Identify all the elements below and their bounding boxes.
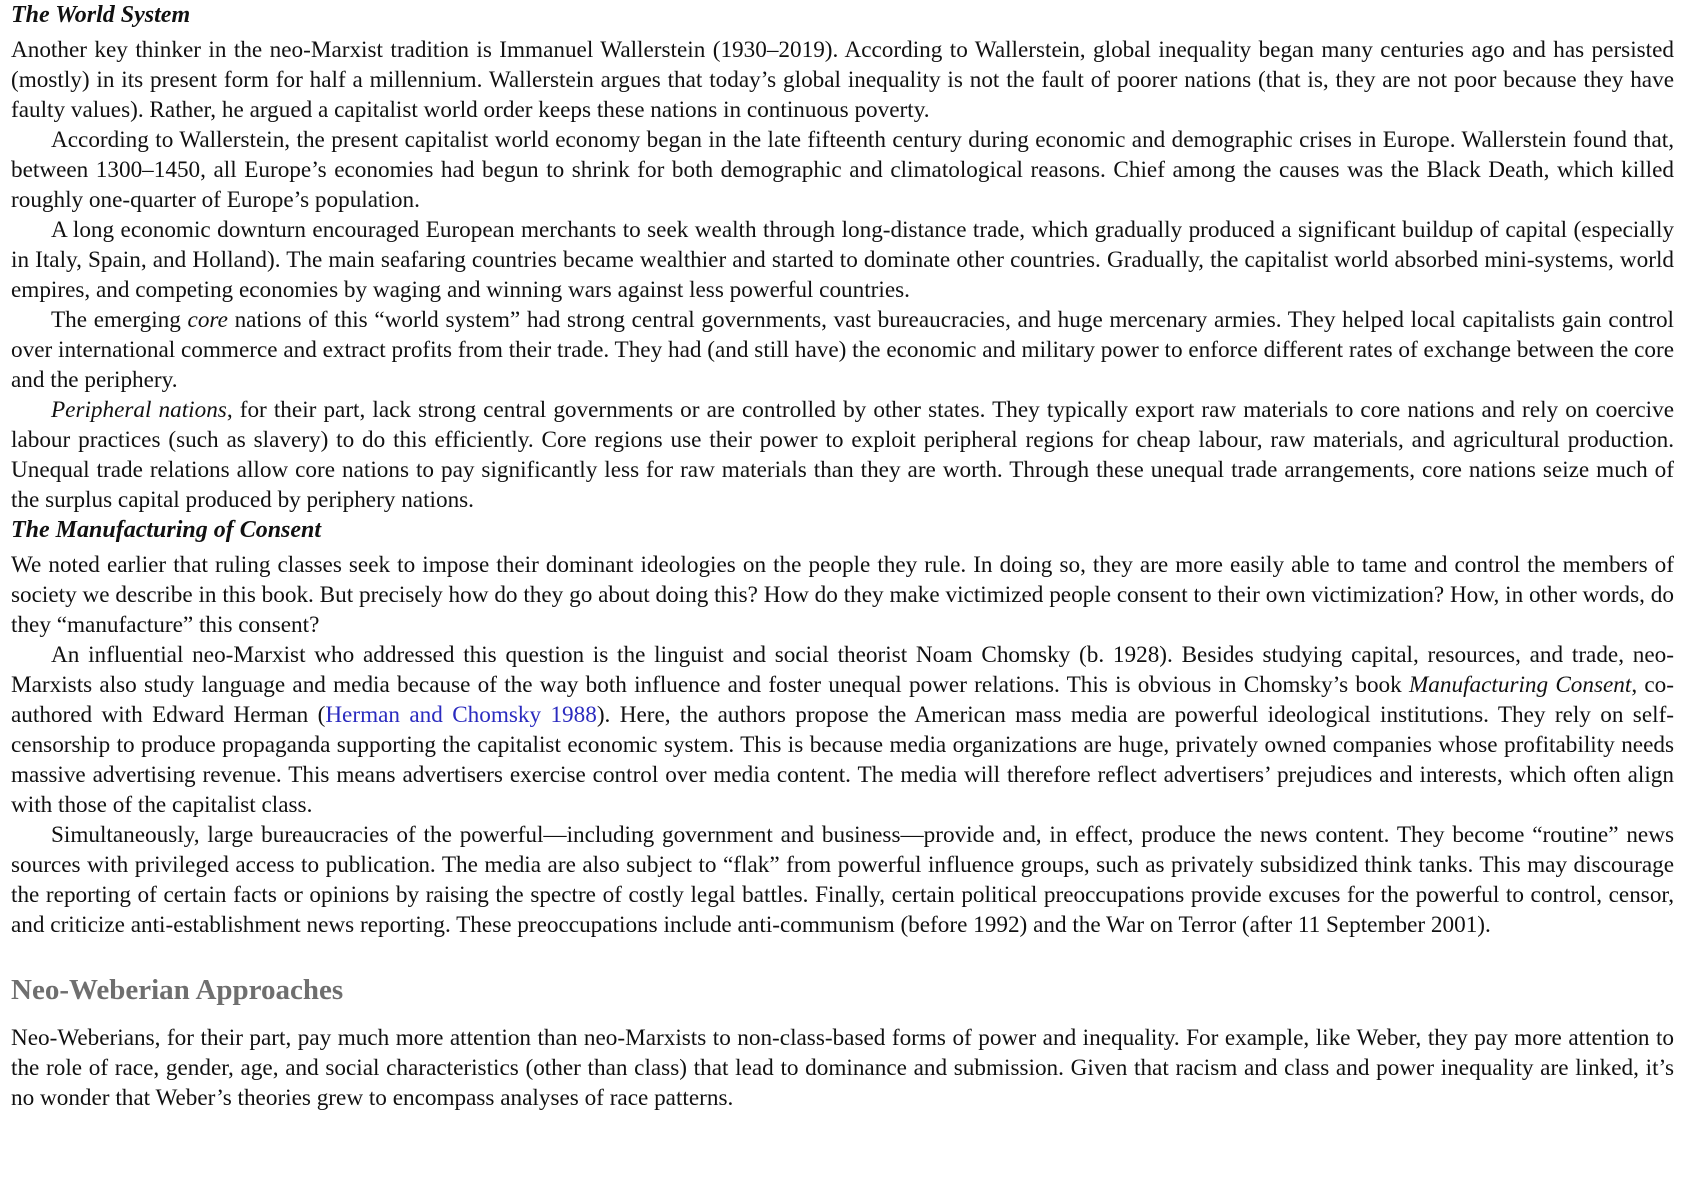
citation-link-herman-chomsky[interactable]: Herman and Chomsky 1988 (325, 702, 597, 728)
section-heading-manufacturing-consent: The Manufacturing of Consent (11, 517, 322, 543)
paragraph: A long economic downturn encouraged European merchants to seek wealth through long-distance trade, which gradually produced a significant buildup of capital (especially in Italy, Spain, and Holland). The main seafaring countries became wealthier and started to dominate other countries. Gradually, the capitalist world absorbed mini-systems, world empires, and competing economies by waging and winning wars against less powerful countries. (11, 217, 1674, 303)
emphasis-core: core (187, 307, 228, 333)
paragraph: Another key thinker in the neo-Marxist tradition is Immanuel Wallerstein (1930–2019). According to Wallerstein, global inequality began many centuries ago and has persisted (mostly) in its present form for half a millennium. Wallerstein argues that today’s global inequality is not the fault of poorer nations (that is, they are not poor because they have faulty values). Rather, he argued a capitalist world order keeps these nations in continuous poverty. (11, 37, 1674, 123)
book-title: Manufacturing Consent (1408, 672, 1632, 698)
document-page (11, 0, 1674, 1113)
section-neo-weberian (11, 972, 1674, 1113)
paragraph: Simultaneously, large bureaucracies of the powerful—including government and business—provide and, in effect, produce the news content. They become “routine” news sources with privileged access to publication. The media are also subject to “flak” from powerful influence groups, such as privately subsidized think tanks. This may discourage the reporting of certain facts or opinions by raising the spectre of costly legal battles. Finally, certain political preoccupations provide excuses for the powerful to control, censor, and criticize anti-establishment news reporting. These preoccupations include anti-communism (before 1992) and the War on Terror (after 11 September 2001). (11, 822, 1674, 938)
paragraph: We noted earlier that ruling classes seek to impose their dominant ideologies on the people they rule. In doing so, they are more easily able to tame and control the members of society we describe in this book. But precisely how do they go about doing this? How do they make victimized people consent to their own victimization? How, in other words, do they “manufacture” this consent? (11, 552, 1674, 638)
emphasis-peripheral-nations: Peripheral nations (51, 397, 227, 423)
section-world-system (11, 0, 1674, 515)
paragraph: Neo-Weberians, for their part, pay much more attention than neo-Marxists to non-class-based forms of power and inequality. For example, like Weber, they pay more attention to the role of race, gender, age, and social characteristics (other than class) that lead to dominance and submission. Given that racism and class and power inequality are linked, it’s no wonder that Weber’s theories grew to encompass analyses of race patterns. (11, 1025, 1674, 1111)
section-heading-world-system: The World System (11, 2, 191, 28)
section-manufacturing-consent (11, 515, 1674, 940)
major-heading-neo-weberian: Neo-Weberian Approaches (11, 974, 344, 1006)
text-run: nations of this “world system” had strong central governments, vast bureaucracies, and huge mercenary armies. They helped local capitalists gain control over international commerce and extract profits from their trade. They had (and still have) the economic and military power to enforce different rates of exchange between the core and the periphery. (11, 307, 1674, 393)
paragraph (11, 305, 1674, 395)
paragraph: According to Wallerstein, the present capitalist world economy began in the late fifteenth century during economic and demographic crises in Europe. Wallerstein found that, between 1300–1450, all Europe’s economies had begun to shrink for both demographic and climatological reasons. Chief among the causes was the Black Death, which killed roughly one-quarter of Europe’s population. (11, 127, 1674, 213)
paragraph (11, 640, 1674, 820)
text-run: , co-authored with Edward Herman ( (11, 672, 1674, 728)
text-run: , for their part, lack strong central governments or are controlled by other states. They typically export raw materials to core nations and rely on coercive labour practices (such as slavery) to do this efficiently. Core regions use their power to exploit peripheral regions for cheap labour, raw materials, and agricultural production. Unequal trade relations allow core nations to pay significantly less for raw materials than they are worth. Through these unequal trade arrangements, core nations seize much of the surplus capital produced by periphery nations. (11, 397, 1674, 513)
text-run: The emerging (51, 307, 188, 333)
paragraph (11, 395, 1674, 515)
text-run: ). Here, the authors propose the American mass media are powerful ideological institutions. They rely on self-censorship to produce propaganda supporting the capitalist economic system. This is because media organizations are huge, privately owned companies whose profitability needs massive advertising revenue. This means advertisers exercise control over media content. The media will therefore reflect advertisers’ prejudices and interests, which often align with those of the capitalist class. (11, 702, 1675, 818)
text-run: An influential neo-Marxist who addressed this question is the linguist and social theorist Noam Chomsky (b. 1928). Besides studying capital, resources, and trade, neo-Marxists also study language and media because of the way both influence and foster unequal power relations. This is obvious in Chomsky’s book (11, 642, 1674, 698)
